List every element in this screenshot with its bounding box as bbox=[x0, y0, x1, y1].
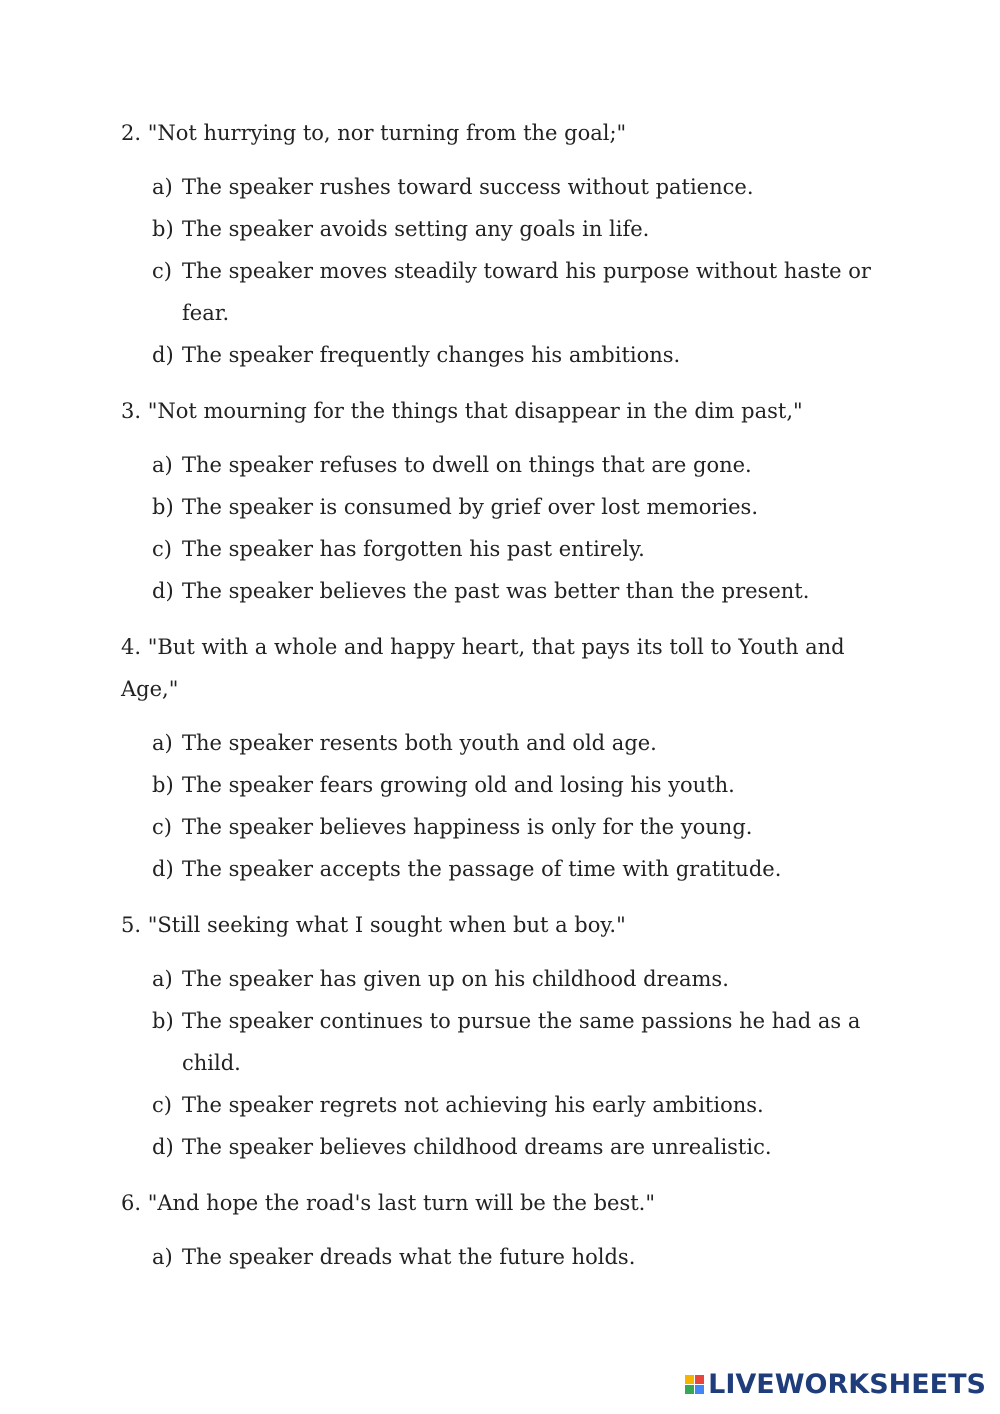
option-list bbox=[121, 166, 891, 376]
logo-badge-square bbox=[695, 1385, 704, 1394]
option-letter: c) bbox=[152, 815, 172, 839]
option-a[interactable] bbox=[152, 722, 891, 764]
option-a[interactable] bbox=[152, 958, 891, 1000]
option-text: The speaker believes the past was better than the present. bbox=[182, 579, 810, 603]
question-text: 5. "Still seeking what I sought when but a boy." bbox=[121, 913, 626, 937]
option-letter: d) bbox=[152, 579, 174, 603]
option-letter: c) bbox=[152, 1093, 172, 1117]
option-text: The speaker regrets not achieving his early ambitions. bbox=[182, 1093, 764, 1117]
option-letter: a) bbox=[152, 453, 173, 477]
option-text: The speaker moves steadily toward his purpose without haste or fear. bbox=[182, 259, 871, 325]
option-text: The speaker continues to pursue the same passions he had as a child. bbox=[182, 1009, 861, 1075]
option-d[interactable] bbox=[152, 848, 891, 890]
option-d[interactable] bbox=[152, 570, 891, 612]
option-b[interactable] bbox=[152, 1000, 891, 1084]
option-text: The speaker believes childhood dreams are unrealistic. bbox=[182, 1135, 772, 1159]
option-c[interactable] bbox=[152, 1084, 891, 1126]
option-letter: b) bbox=[152, 1009, 174, 1033]
option-list bbox=[121, 444, 891, 612]
option-c[interactable] bbox=[152, 250, 891, 334]
option-list bbox=[121, 722, 891, 890]
option-letter: b) bbox=[152, 773, 174, 797]
logo-badge-icon bbox=[685, 1375, 704, 1394]
option-b[interactable] bbox=[152, 486, 891, 528]
option-text: The speaker rushes toward success without patience. bbox=[182, 175, 754, 199]
option-letter: a) bbox=[152, 175, 173, 199]
option-d[interactable] bbox=[152, 334, 891, 376]
option-text: The speaker has given up on his childhood dreams. bbox=[182, 967, 729, 991]
question-text: 4. "But with a whole and happy heart, that pays its toll to Youth and Age," bbox=[121, 635, 845, 701]
option-text: The speaker has forgotten his past entirely. bbox=[182, 537, 645, 561]
option-list bbox=[121, 1236, 891, 1278]
option-letter: a) bbox=[152, 967, 173, 991]
option-letter: c) bbox=[152, 537, 172, 561]
option-text: The speaker frequently changes his ambitions. bbox=[182, 343, 681, 367]
question-3 bbox=[121, 390, 891, 612]
option-b[interactable] bbox=[152, 208, 891, 250]
option-c[interactable] bbox=[152, 528, 891, 570]
option-text: The speaker is consumed by grief over lost memories. bbox=[182, 495, 759, 519]
option-letter: a) bbox=[152, 1245, 173, 1269]
option-list bbox=[121, 958, 891, 1168]
option-d[interactable] bbox=[152, 1126, 891, 1168]
option-text: The speaker avoids setting any goals in life. bbox=[182, 217, 650, 241]
option-text: The speaker fears growing old and losing his youth. bbox=[182, 773, 735, 797]
option-text: The speaker dreads what the future holds. bbox=[182, 1245, 636, 1269]
worksheet-page bbox=[121, 112, 891, 1292]
option-text: The speaker resents both youth and old age. bbox=[182, 731, 657, 755]
option-letter: d) bbox=[152, 1135, 174, 1159]
question-2 bbox=[121, 112, 891, 376]
liveworksheets-logo[interactable] bbox=[685, 1369, 986, 1400]
option-letter: b) bbox=[152, 217, 174, 241]
option-letter: d) bbox=[152, 343, 174, 367]
option-a[interactable] bbox=[152, 444, 891, 486]
logo-badge-square bbox=[685, 1385, 694, 1394]
logo-badge-square bbox=[685, 1375, 694, 1384]
option-text: The speaker believes happiness is only for the young. bbox=[182, 815, 753, 839]
question-4 bbox=[121, 626, 891, 890]
logo-text: LIVEWORKSHEETS bbox=[708, 1369, 986, 1400]
option-letter: b) bbox=[152, 495, 174, 519]
option-text: The speaker accepts the passage of time with gratitude. bbox=[182, 857, 782, 881]
option-letter: c) bbox=[152, 259, 172, 283]
question-text: 2. "Not hurrying to, nor turning from the goal;" bbox=[121, 121, 627, 145]
option-letter: d) bbox=[152, 857, 174, 881]
option-c[interactable] bbox=[152, 806, 891, 848]
question-6 bbox=[121, 1182, 891, 1278]
logo-badge-square bbox=[695, 1375, 704, 1384]
option-a[interactable] bbox=[152, 166, 891, 208]
question-5 bbox=[121, 904, 891, 1168]
option-b[interactable] bbox=[152, 764, 891, 806]
option-letter: a) bbox=[152, 731, 173, 755]
option-a[interactable] bbox=[152, 1236, 891, 1278]
question-text: 6. "And hope the road's last turn will be the best." bbox=[121, 1191, 655, 1215]
question-text: 3. "Not mourning for the things that disappear in the dim past," bbox=[121, 399, 803, 423]
option-text: The speaker refuses to dwell on things that are gone. bbox=[182, 453, 752, 477]
